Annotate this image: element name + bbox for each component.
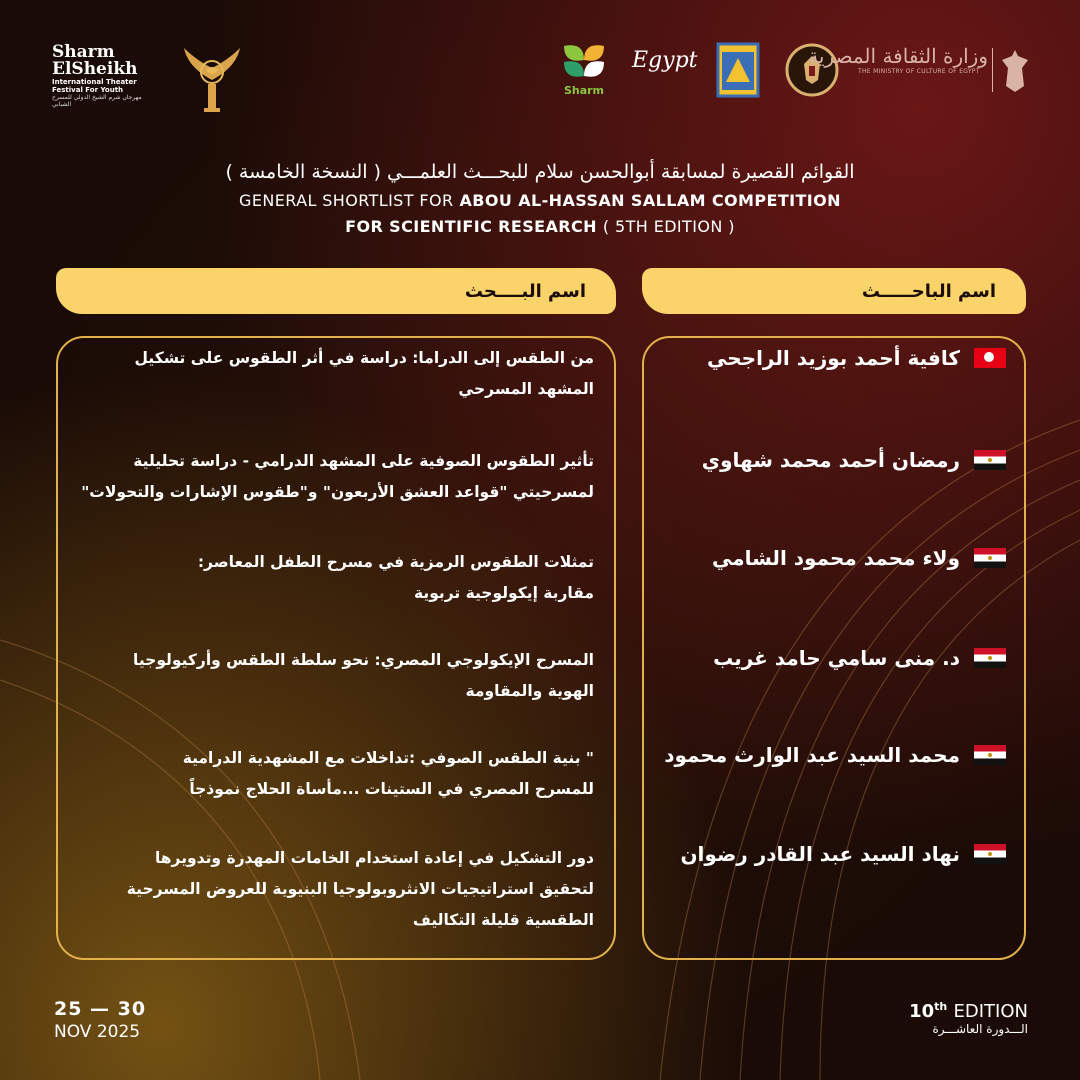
researcher-name: نهاد السيد عبد القادر رضوان — [680, 842, 960, 866]
egypt-script-text: Egypt — [632, 48, 698, 73]
ministry-of-culture-logo — [808, 44, 988, 75]
researcher-item — [713, 642, 1006, 674]
heading-english-bold1: ABOU AL-HASSAN SALLAM COMPETITION — [459, 191, 841, 210]
festival-subtitle-ar: مهرجان شرم الشيخ الدولي للمسرح الشبابي — [52, 94, 142, 108]
paper-title — [74, 547, 594, 609]
researcher-name: رمضان أحمد محمد شهاوي — [701, 448, 960, 472]
festival-logo — [52, 42, 242, 122]
heading-english-suffix: ( 5TH EDITION ) — [602, 217, 735, 236]
sharm-city-logo-icon — [560, 42, 608, 98]
paper-title-line: المشهد المسرحي — [458, 380, 594, 398]
svg-text:Sharm: Sharm — [563, 84, 605, 97]
researcher-header-label: اسم الباحـــــث — [861, 280, 996, 302]
festival-name-line2: ElSheikh — [52, 59, 138, 79]
paper-title-line: من الطقس إلى الدراما: دراسة في أثر الطقوس على تشكيل — [134, 349, 594, 367]
heading-english-line2 — [0, 214, 1080, 240]
festival-dates — [54, 998, 146, 1043]
egypt-flag-icon — [974, 548, 1006, 568]
edition-arabic: الـــدورة العاشـــرة — [932, 1022, 1028, 1036]
festival-name-line1: Sharm — [52, 42, 115, 62]
heading-english-bold2: FOR SCIENTIFIC RESEARCH — [345, 217, 597, 236]
paper-title — [74, 343, 594, 405]
paper-title-line: لمسرحيتي "قواعد العشق الأربعون" و"طقوس الإشارات والتحولات" — [81, 483, 594, 501]
paper-title-line: للمسرح المصري في الستينات ...مأساة الحلاج نموذجاً — [189, 780, 594, 798]
heading-english-line1 — [0, 188, 1080, 214]
south-sinai-governorate-logo-icon — [716, 42, 760, 98]
festival-subtitle1: International Theater — [52, 78, 137, 86]
egypt-flag-icon — [974, 648, 1006, 668]
researcher-name: محمد السيد عبد الوارث محمود — [664, 743, 960, 767]
researcher-item — [712, 542, 1006, 574]
researcher-name: كافية أحمد بوزيد الراجحي — [707, 346, 960, 370]
researcher-name: ولاء محمد محمود الشامي — [711, 546, 960, 570]
paper-title — [74, 645, 594, 707]
heading-english-prefix: GENERAL SHORTLIST FOR — [239, 191, 454, 210]
paper-title — [74, 743, 594, 805]
edition-badge — [909, 1000, 1028, 1036]
researcher-name: د. منى سامي حامد غريب — [713, 646, 960, 670]
page-heading — [0, 156, 1080, 240]
researcher-item — [702, 444, 1006, 476]
edition-suffix: th — [934, 1000, 948, 1013]
paper-title — [74, 446, 594, 508]
date-range: 25 — 30 — [54, 998, 147, 1020]
edition-word: EDITION — [953, 1001, 1028, 1022]
paper-column-header — [56, 268, 616, 314]
edition-number: 10 — [909, 1001, 935, 1022]
egypt-eagle-icon — [1000, 46, 1030, 94]
researcher-column-header — [642, 268, 1026, 314]
edition-english — [909, 1001, 1028, 1022]
ministry-name-en: THE MINISTRY OF CULTURE OF EGYPT — [858, 68, 980, 75]
researcher-item — [707, 342, 1006, 374]
paper-title-line: الطقسية قليلة التكاليف — [412, 911, 594, 929]
egypt-script-logo — [632, 48, 698, 73]
month-year: NOV 2025 — [54, 1022, 141, 1042]
paper-title-line: تأثير الطقوس الصوفية على المشهد الدرامي - دراسة تحليلية — [133, 452, 594, 470]
paper-title-line: الهوية والمقاومة — [465, 682, 594, 700]
paper-title-line: المسرح الإيكولوجي المصري: نحو سلطة الطقس وأركيولوجيا — [133, 651, 594, 669]
winged-globe-emblem-icon — [182, 42, 242, 122]
paper-title-line: " بنية الطقس الصوفي :تداخلات مع المشهدية الدرامية — [182, 749, 594, 767]
logo-divider — [992, 48, 993, 92]
tunisia-flag-icon — [974, 348, 1006, 368]
heading-arabic: القوائم القصيرة لمسابقة أبوالحسن سلام للبحـــث العلمـــي ( النسخة الخامسة ) — [225, 161, 855, 183]
egypt-flag-icon — [974, 844, 1006, 864]
partner-logos — [560, 42, 1030, 102]
paper-title-line: مقاربة إيكولوجية تربوية — [413, 584, 594, 602]
ministry-name-ar: وزارة الثقافة المصرية — [808, 44, 988, 68]
paper-title-line: تمثلات الطقوس الرمزية في مسرح الطفل المعاصر: — [197, 553, 594, 571]
researcher-item — [680, 838, 1006, 870]
paper-title — [74, 843, 594, 936]
egypt-flag-icon — [974, 745, 1006, 765]
researcher-item — [664, 739, 1006, 771]
festival-subtitle2: Festival For Youth — [52, 86, 124, 94]
egypt-flag-icon — [974, 450, 1006, 470]
paper-header-label: اسم البــــحث — [464, 280, 586, 302]
paper-title-line: لتحقيق استراتيجيات الانثروبولوجيا البنيوية للعروض المسرحية — [126, 880, 594, 898]
paper-title-line: دور التشكيل في إعادة استخدام الخامات المهدرة وتدويرها — [154, 849, 594, 867]
